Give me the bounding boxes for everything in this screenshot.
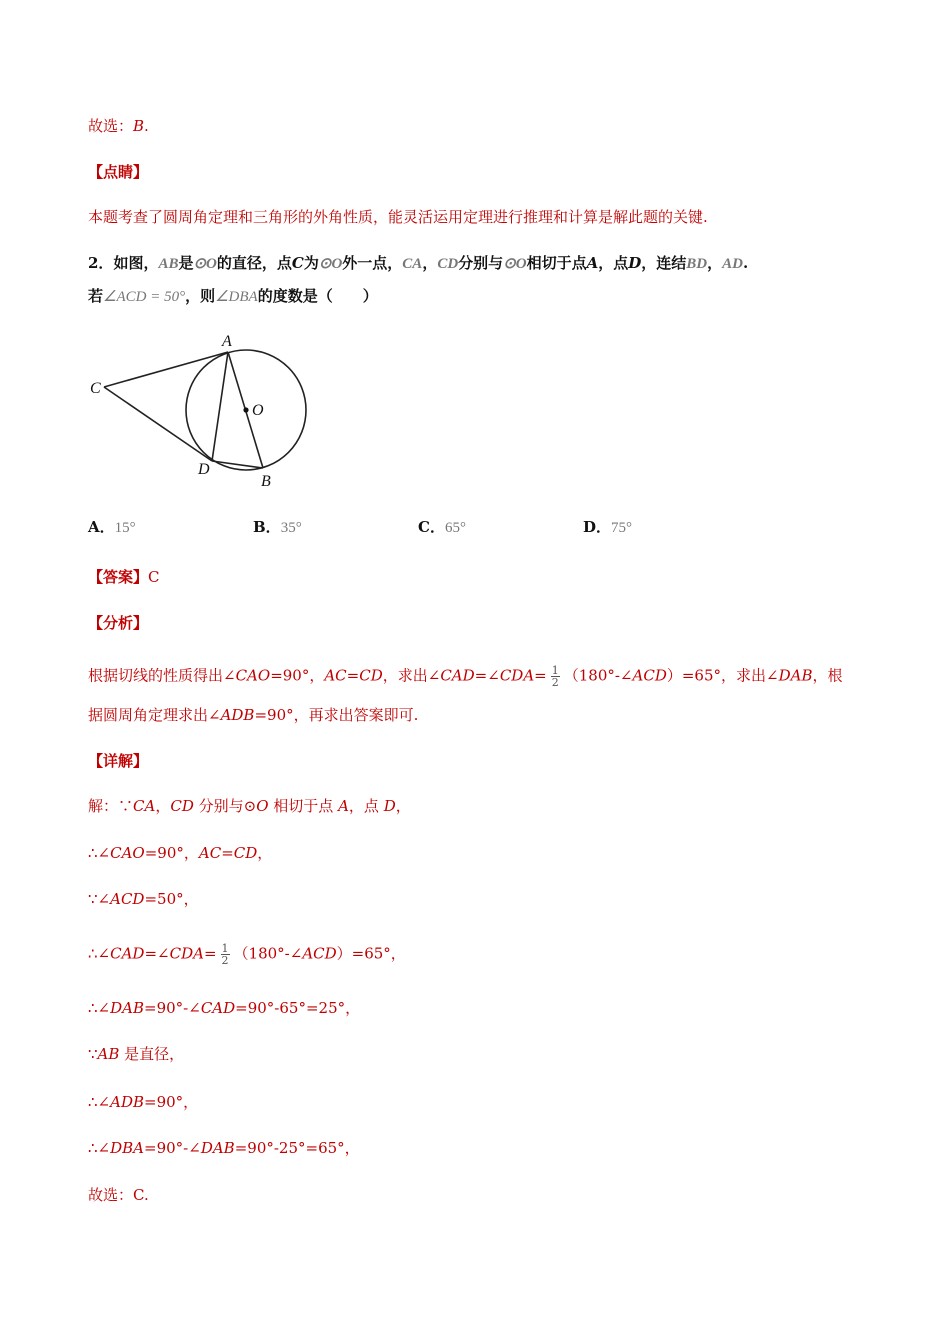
a-text: （180°-∠ bbox=[563, 666, 633, 685]
d-text: ）=65°， bbox=[336, 944, 406, 963]
analysis-heading: 【分析】 bbox=[88, 614, 149, 632]
q-text: A bbox=[586, 254, 599, 272]
d-text: 分别与⊙ bbox=[193, 797, 257, 815]
a-text: =∠ bbox=[474, 666, 500, 685]
label-o: O bbox=[252, 402, 264, 419]
detail-conclusion: 故选：C. bbox=[88, 1186, 149, 1204]
detail-step-3 bbox=[88, 889, 199, 909]
option-d[interactable] bbox=[583, 517, 632, 538]
d-text: 是直径， bbox=[119, 1045, 185, 1063]
fraction-numerator: 1 bbox=[221, 942, 229, 955]
option-letter: B． bbox=[253, 518, 281, 536]
option-b[interactable] bbox=[253, 517, 302, 538]
a-text: CAD bbox=[440, 666, 475, 685]
d-text: （180°-∠ bbox=[233, 944, 303, 963]
q-text: ，则 bbox=[185, 287, 216, 305]
detail-step-7 bbox=[88, 1092, 198, 1112]
a-text: ADB bbox=[220, 706, 255, 724]
option-letter: D． bbox=[583, 518, 612, 536]
d-text: CA bbox=[133, 797, 156, 815]
q-text: 是 bbox=[178, 254, 194, 272]
d-text: AC bbox=[198, 844, 222, 862]
d-text: AB bbox=[97, 1045, 120, 1063]
option-a[interactable] bbox=[88, 517, 136, 538]
q-math: ⊙O bbox=[503, 256, 527, 272]
fraction-numerator: 1 bbox=[551, 664, 559, 677]
d-text: CAD bbox=[110, 944, 145, 963]
d-text: =90°-25°=65°， bbox=[234, 1139, 360, 1157]
q-text: 的度数是（ ） bbox=[257, 287, 378, 305]
d-text: =90°， bbox=[144, 1093, 199, 1111]
option-letter: A． bbox=[88, 518, 115, 536]
dianjing-heading: 【点睛】 bbox=[88, 163, 149, 181]
a-text: = bbox=[346, 666, 360, 685]
q-math: ⊙O bbox=[193, 256, 217, 272]
option-value: 15° bbox=[114, 520, 136, 536]
q-math: AD bbox=[722, 256, 743, 272]
a-text: DAB bbox=[778, 666, 813, 685]
detail-step-2 bbox=[88, 843, 272, 863]
q-math: AB bbox=[158, 256, 179, 272]
center-point bbox=[243, 407, 248, 412]
label-a: A bbox=[222, 333, 232, 350]
q-math: ⊙O bbox=[318, 256, 343, 272]
q-text: 若 bbox=[88, 287, 104, 305]
d-text: ， bbox=[257, 844, 273, 862]
option-letter: C． bbox=[418, 518, 445, 536]
tangent-cd bbox=[104, 387, 212, 461]
option-value: 65° bbox=[444, 520, 466, 536]
d-text: DAB bbox=[110, 999, 145, 1017]
q-text: ，连结 bbox=[641, 254, 687, 272]
answer-heading: 【答案】 bbox=[88, 568, 149, 586]
d-text: =90°-∠ bbox=[144, 1139, 201, 1157]
q-text: D bbox=[628, 254, 642, 272]
d-text: CAO bbox=[110, 844, 145, 862]
d-text: ， bbox=[155, 797, 171, 815]
d-text: ，点 bbox=[348, 797, 384, 815]
d-text: CD bbox=[170, 797, 194, 815]
q-text: C bbox=[291, 254, 304, 272]
label-d: D bbox=[198, 461, 210, 478]
a-text: CDA bbox=[499, 666, 535, 685]
d-text: ∴∠ bbox=[88, 844, 111, 862]
chord-ad bbox=[212, 352, 228, 461]
detail-step-1 bbox=[88, 796, 411, 816]
geometry-figure bbox=[80, 325, 320, 500]
fraction-half bbox=[551, 665, 560, 688]
d-text: =90°-∠ bbox=[144, 999, 201, 1017]
a-text: =90°， bbox=[270, 666, 325, 685]
q-math: ∠ACD = 50° bbox=[103, 289, 186, 305]
q-text: 外一点， bbox=[342, 254, 403, 272]
q-text: 分别与 bbox=[458, 254, 504, 272]
fraction-half bbox=[221, 943, 230, 966]
q-math: CD bbox=[437, 256, 459, 272]
conclusion-prefix: 故选： bbox=[88, 117, 134, 135]
d-text: ∴∠ bbox=[88, 1139, 111, 1157]
option-value: 75° bbox=[611, 520, 633, 536]
a-text: ，求出∠ bbox=[382, 666, 441, 685]
d-text: CDA bbox=[169, 944, 204, 963]
a-text: CAO bbox=[235, 666, 271, 685]
a-text: CD bbox=[359, 666, 383, 685]
detail-heading: 【详解】 bbox=[88, 752, 149, 770]
d-text: =90°-65°=25°， bbox=[235, 999, 361, 1017]
detail-step-6 bbox=[88, 1044, 184, 1064]
question-line-1 bbox=[88, 253, 748, 274]
d-text: CAD bbox=[200, 999, 236, 1017]
d-text: 相切于点 bbox=[268, 797, 339, 815]
a-text: =90°，再求出答案即可. bbox=[254, 706, 419, 724]
q-math: CA bbox=[402, 256, 423, 272]
d-text: =50°， bbox=[144, 890, 199, 908]
option-value: 35° bbox=[280, 520, 302, 536]
q-math: ∠DBA bbox=[215, 289, 258, 305]
a-text: ，根 bbox=[812, 666, 843, 685]
dianjing-text: 本题考查了圆周角定理和三角形的外角性质，能灵活运用定理进行推理和计算是解此题的关键. bbox=[88, 208, 708, 226]
analysis-line-1 bbox=[88, 665, 843, 688]
previous-conclusion bbox=[88, 116, 149, 136]
d-text: ACD bbox=[302, 944, 337, 963]
conclusion-answer: B bbox=[133, 117, 145, 135]
analysis-line-2 bbox=[88, 705, 418, 725]
label-b: B bbox=[261, 473, 271, 490]
a-text: 根据切线的性质得出∠ bbox=[88, 666, 236, 685]
a-text: ACD bbox=[632, 666, 667, 685]
detail-step-8 bbox=[88, 1138, 360, 1158]
answer-value: C bbox=[148, 568, 160, 586]
label-c: C bbox=[90, 380, 101, 397]
d-text: D bbox=[383, 797, 396, 815]
d-text: ∴∠ bbox=[88, 999, 111, 1017]
conclusion-suffix: . bbox=[144, 117, 149, 135]
d-text: ∵ bbox=[88, 1045, 98, 1063]
a-text: ）=65°，求出∠ bbox=[666, 666, 779, 685]
d-text: = bbox=[221, 844, 234, 862]
question-line-2 bbox=[88, 286, 378, 307]
d-text: ADB bbox=[110, 1093, 145, 1111]
tangent-ca bbox=[104, 352, 228, 387]
d-text: =90°， bbox=[144, 844, 199, 862]
d-text: = bbox=[203, 944, 217, 963]
a-text: AC bbox=[324, 666, 347, 685]
q-text: ， bbox=[422, 254, 438, 272]
q-text: 相切于点 bbox=[526, 254, 587, 272]
d-text: O bbox=[256, 797, 269, 815]
fraction-denominator: 2 bbox=[551, 676, 559, 689]
d-text: =∠ bbox=[144, 944, 170, 963]
d-text: A bbox=[338, 797, 349, 815]
d-text: ACD bbox=[110, 890, 145, 908]
q-text: 如图， bbox=[113, 254, 159, 272]
d-text: 解：∵ bbox=[88, 797, 134, 815]
option-c[interactable] bbox=[418, 517, 466, 538]
detail-step-5 bbox=[88, 998, 360, 1018]
q-text: ，点 bbox=[598, 254, 629, 272]
d-text: CD bbox=[233, 844, 258, 862]
d-text: DBA bbox=[110, 1139, 145, 1157]
question-number: 2． bbox=[88, 254, 114, 272]
detail-step-4 bbox=[88, 943, 406, 966]
d-text: ， bbox=[395, 797, 411, 815]
q-text: 为 bbox=[303, 254, 319, 272]
answer-line bbox=[88, 567, 160, 587]
q-text: ， bbox=[707, 254, 723, 272]
q-text: 的直径，点 bbox=[216, 254, 292, 272]
q-math: BD bbox=[686, 256, 708, 272]
d-text: ∴∠ bbox=[88, 944, 111, 963]
fraction-denominator: 2 bbox=[221, 954, 229, 967]
a-text: 据圆周角定理求出∠ bbox=[88, 706, 221, 724]
d-text: ∴∠ bbox=[88, 1093, 111, 1111]
a-text: = bbox=[534, 666, 547, 685]
d-text: DAB bbox=[200, 1139, 235, 1157]
q-text: . bbox=[743, 254, 749, 272]
d-text: ∵∠ bbox=[88, 890, 111, 908]
